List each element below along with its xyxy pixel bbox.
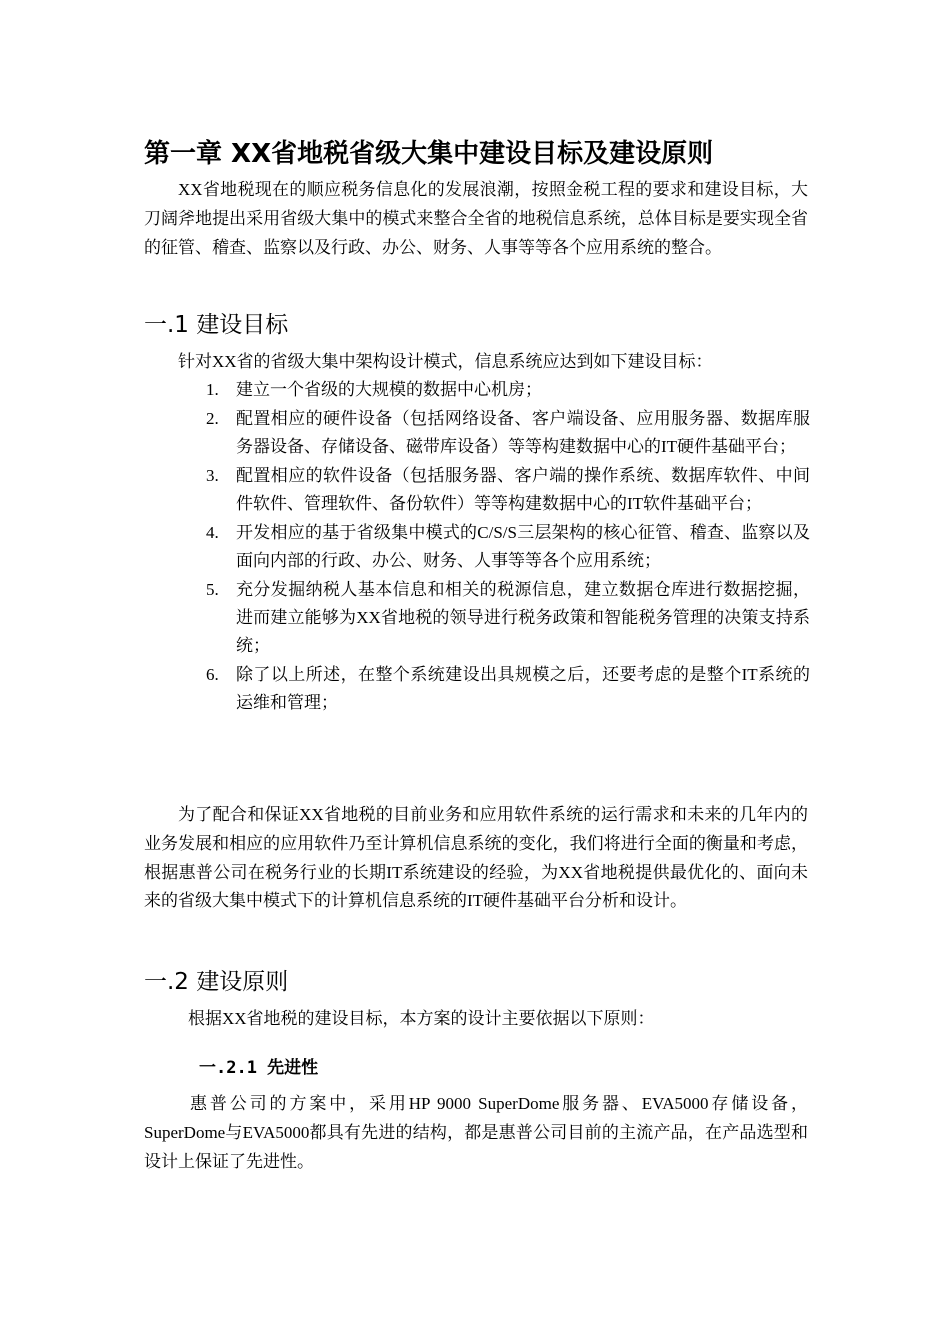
list-item-text: 建立一个省级的大规模的数据中心机房； <box>236 380 542 399</box>
list-item <box>200 376 810 404</box>
list-item-number: 6. <box>206 665 219 684</box>
list-item <box>200 462 810 518</box>
list-item-text: 配置相应的硬件设备（包括网络设备、客户端设备、应用服务器、数据库服务器设备、存储设备、磁带库设备）等等构建数据中心的IT硬件基础平台； <box>236 408 810 456</box>
goals-list <box>200 376 810 718</box>
list-item-number: 5. <box>206 579 219 599</box>
advanced-paragraph: 惠普公司的方案中，采用HP 9000 SuperDome服务器、EVA5000存储设备，SuperDome与EVA5000都具有先进的结构，都是惠普公司目前的主流产品，在产品选型和设计上保证了先进性。 <box>144 1094 808 1171</box>
list-item <box>200 576 810 661</box>
list-item-text: 充分发掘纳税人基本信息和相关的税源信息，建立数据仓库进行数据挖掘，进而建立能够为XX省地税的领导进行税务政策和智能税务管理的决策支持系统； <box>236 579 810 656</box>
chapter-intro-paragraph: XX省地税现在的顺应税务信息化的发展浪潮，按照金税工程的要求和建设目标，大刀阔斧地提出采用省级大集中的模式来整合全省的地税信息系统，总体目标是要实现全省的征管、稽查、监察以及行政、办公、财务、人事等等各个应用系统的整合。 <box>144 180 808 257</box>
list-item-text: 配置相应的软件设备（包括服务器、客户端的操作系统、数据库软件、中间件软件、管理软件、备份软件）等等构建数据中心的IT软件基础平台； <box>236 465 810 513</box>
list-item <box>200 661 810 717</box>
chapter-title: 第一章 XX省地税省级大集中建设目标及建设原则 <box>144 139 714 169</box>
list-item-text: 开发相应的基于省级集中模式的C/S/S三层架构的核心征管、稽查、监察以及面向内部的行政、办公、财务、人事等等各个应用系统； <box>236 522 810 570</box>
section-heading-principles: 一.2 建设原则 <box>144 969 289 995</box>
subsection-heading-advanced: 一.2.1 先进性 <box>199 1058 319 1078</box>
list-item-text: 除了以上所述，在整个系统建设出具规模之后，还要考虑的是整个IT系统的运维和管理； <box>236 665 810 713</box>
principles-lead-text: 根据XX省地税的建设目标，本方案的设计主要依据以下原则： <box>188 1009 655 1028</box>
goals-lead-text: 针对XX省的省级大集中架构设计模式，信息系统应达到如下建设目标： <box>178 352 713 371</box>
list-item-number: 1. <box>206 380 219 399</box>
list-item-number: 2. <box>206 408 219 428</box>
list-item <box>200 405 810 461</box>
list-item <box>200 519 810 575</box>
list-item-number: 4. <box>206 522 219 542</box>
goals-closing-paragraph: 为了配合和保证XX省地税的目前业务和应用软件系统的运行需求和未来的几年内的业务发展和相应的应用软件乃至计算机信息系统的变化，我们将进行全面的衡量和考虑，根据惠普公司在税务行业的长期IT系统建设的经验，为XX省地税提供最优化的、面向未来的省级大集中模式下的计算机信息系统的IT硬件基础平台分析和设计。 <box>144 805 808 911</box>
section-heading-goals: 一.1 建设目标 <box>144 312 289 338</box>
list-item-number: 3. <box>206 465 219 485</box>
